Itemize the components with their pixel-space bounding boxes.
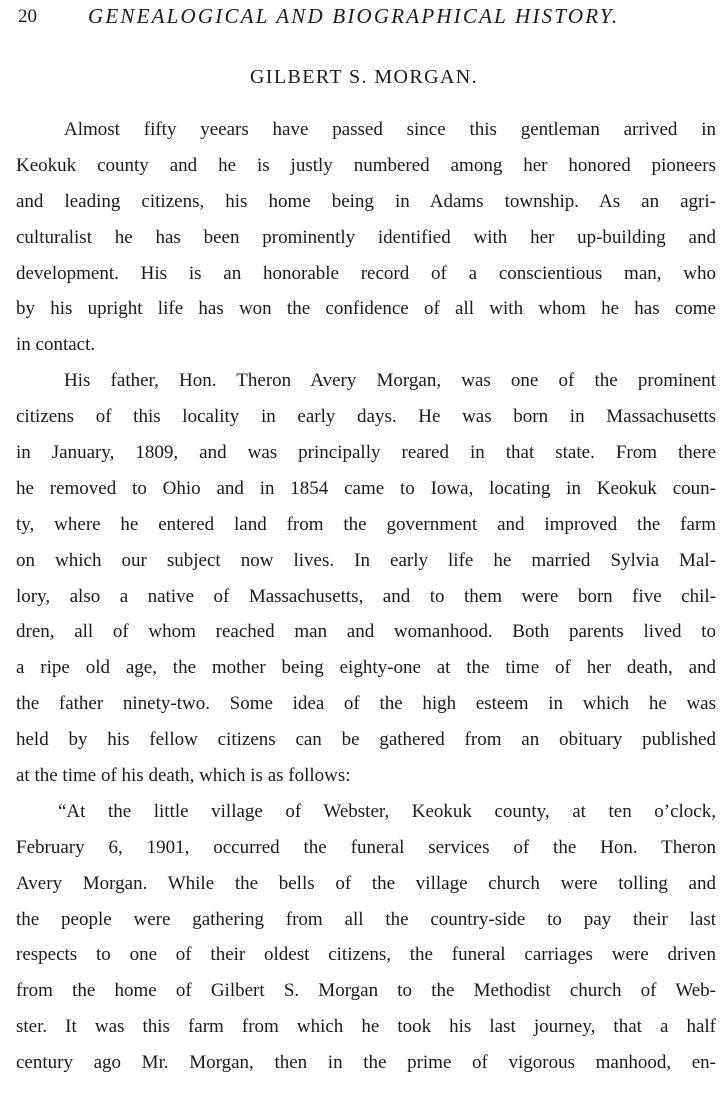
text-line: Almost fifty yeears have passed since this gentleman arrived in [64,119,716,140]
text-line: lory, also a native of Massachusetts, and to them were born five chil- [16,585,716,607]
article-title: GILBERT S. MORGAN. [249,66,479,88]
running-head [18,4,698,32]
text-line: “At the little village of Webster, Keokuk county, at ten o’clock, [58,800,716,822]
text-line: ster. It was this farm from which he took his last journey, that a half [16,1016,716,1038]
text-line: citizens of this locality in early days. He was born in Massachusetts [16,406,716,428]
text-line: ty, where he entered land from the government and improved the farm [16,513,716,535]
text-line: culturalist he has been prominently identified with her up-building and [16,226,716,248]
text-line: held by his fellow citizens can be gathered from an obituary published [16,729,716,751]
text-line: century ago Mr. Morgan, then in the prime of vigorous manhood, en- [16,1052,716,1074]
text-line: the father ninety-two. Some idea of the high esteem in which he was [16,693,716,715]
text-line: on which our subject now lives. In early life he married Sylvia Mal- [16,549,716,571]
text-line: dren, all of whom reached man and womanhood. Both parents lived to [16,621,716,643]
text-line: the people were gathering from all the country-side to pay their last [16,908,716,930]
article-body [16,112,716,1081]
text-line: in January, 1809, and was principally reared in that state. From there [16,442,716,464]
text-line: in contact. [16,334,96,356]
text-line: respects to one of their oldest citizens, the funeral carriages were driven [16,944,716,966]
page-number: 20 [18,6,37,27]
text-line: at the time of his death, which is as follows: [16,765,351,787]
text-line: February 6, 1901, occurred the funeral services of the Hon. Theron [16,836,716,858]
text-line: Keokuk county and he is justly numbered among her honored pioneers [16,154,716,176]
text-line: from the home of Gilbert S. Morgan to the Methodist church of Web- [16,980,716,1002]
running-head-title: GENEALOGICAL AND BIOGRAPHICAL HISTORY. [88,4,620,28]
text-line: His father, Hon. Theron Avery Morgan, was one of the prominent [64,370,716,392]
text-line: a ripe old age, the mother being eighty-one at the time of her death, and [16,657,716,679]
text-line: by his upright life has won the confidence of all with whom he has come [16,298,716,320]
text-line: development. His is an honorable record of a conscientious man, who [16,262,716,284]
text-line: and leading citizens, his home being in Adams township. As an agri- [16,190,716,212]
text-line: Avery Morgan. While the bells of the village church were tolling and [16,872,716,894]
text-line: he removed to Ohio and in 1854 came to Iowa, locating in Keokuk coun- [16,477,716,499]
